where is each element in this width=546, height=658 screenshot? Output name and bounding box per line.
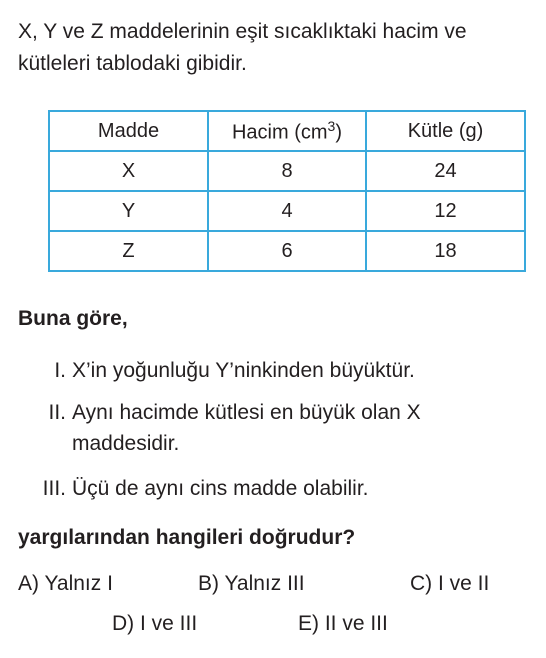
header-kutle: Kütle (g) <box>366 111 525 151</box>
statement-text: X’in yoğunluğu Y’ninkinden büyüktür. <box>72 359 415 382</box>
statement-2 <box>0 397 546 459</box>
statement-numeral: III. <box>42 477 66 500</box>
cell-hacim: 8 <box>208 151 366 191</box>
cell-madde: Y <box>49 191 208 231</box>
table-row <box>49 231 525 271</box>
question-text: yargılarından hangileri doğrudur? <box>18 526 356 549</box>
option-d[interactable]: D) I ve III <box>112 612 198 635</box>
table-header-row <box>49 111 525 151</box>
header-hacim-exponent: 3 <box>327 117 336 134</box>
lead-text: Buna göre, <box>18 307 128 330</box>
cell-madde: Z <box>49 231 208 271</box>
table-row <box>49 191 525 231</box>
statement-1 <box>0 355 546 386</box>
intro-line-1: X, Y ve Z maddelerinin eşit sıcaklıktaki hacim ve <box>18 20 467 43</box>
option-e[interactable]: E) II ve III <box>298 612 388 635</box>
cell-hacim: 6 <box>208 231 366 271</box>
statement-text: Üçü de aynı cins madde olabilir. <box>72 477 369 500</box>
cell-kutle: 12 <box>366 191 525 231</box>
cell-madde: X <box>49 151 208 191</box>
header-hacim-label: Hacim (cm <box>231 121 328 144</box>
statement-text <box>72 397 512 459</box>
statement-3 <box>0 473 546 504</box>
table-row <box>49 151 525 191</box>
option-c[interactable]: C) I ve II <box>410 572 490 595</box>
statement-numeral: I. <box>54 359 66 382</box>
cell-kutle: 24 <box>366 151 525 191</box>
intro-line-2: kütleleri tablodaki gibidir. <box>18 52 247 75</box>
header-madde: Madde <box>49 111 208 151</box>
option-b[interactable]: B) Yalnız III <box>198 572 305 595</box>
intro-paragraph <box>18 16 538 80</box>
data-table <box>48 110 526 272</box>
statement-text-line-2: maddesidir. <box>72 432 180 455</box>
header-hacim-close: ) <box>335 121 342 144</box>
cell-kutle: 18 <box>366 231 525 271</box>
option-a[interactable]: A) Yalnız I <box>18 572 113 595</box>
statement-text-line-1: Aynı hacimde kütlesi en büyük olan X <box>72 401 421 424</box>
header-hacim <box>208 111 366 151</box>
cell-hacim: 4 <box>208 191 366 231</box>
statement-numeral: II. <box>48 401 66 424</box>
